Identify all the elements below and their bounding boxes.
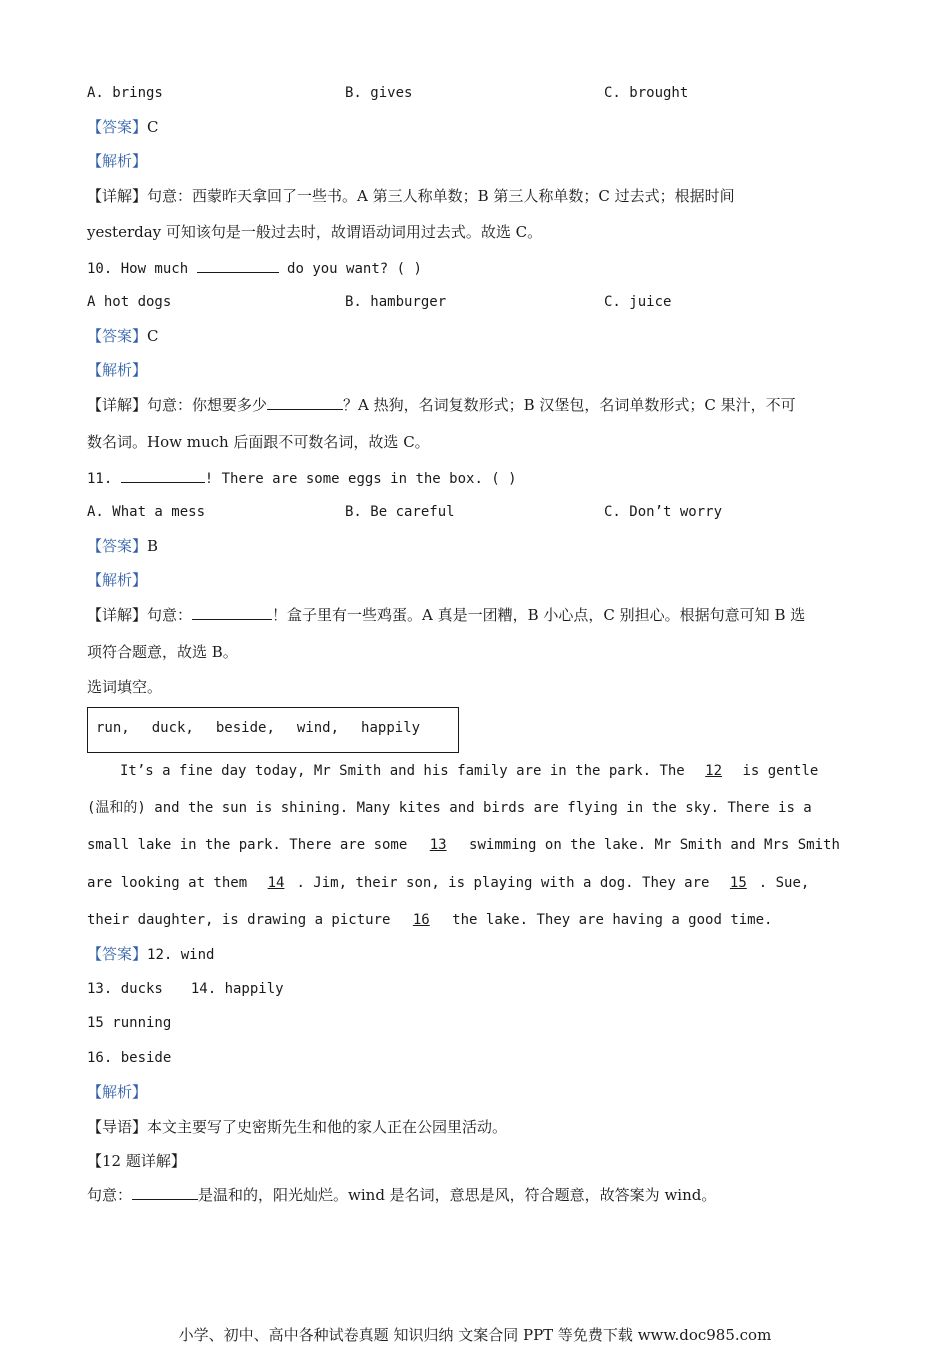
q11-detail-1: 【详解】句意： ！盒子里有一些鸡蛋。A 真是一团糟，B 小心点，C 别担心。根据句意可知 B 选 <box>87 606 806 624</box>
q11-analysis-tag: 【解析】 <box>87 571 148 589</box>
word-list <box>96 720 442 736</box>
q10-detail-1: 【详解】句意：你想要多少 ？A 热狗，名词复数形式；B 汉堡包，名词单数形式；C 果汁，不可 <box>87 396 796 414</box>
q10-option-b: B. hamburger <box>345 294 447 310</box>
q10-detail-2: 数名词。How much 后面跟不可数名词，故选 C。 <box>87 433 430 451</box>
cloze-analysis-tag: 【解析】 <box>87 1083 148 1101</box>
q11-option-a: A. What a mess <box>87 504 206 520</box>
blank-13: 13 <box>429 837 447 853</box>
q11-option-b: B. Be careful <box>345 504 455 520</box>
passage-line-3: small lake in the park. There are some 13 swimming on the lake. Mr Smith and Mrs Smith <box>87 837 840 853</box>
word-item: beside, <box>215 720 275 736</box>
q9-option-c: C. brought <box>604 85 689 101</box>
word-item: duck, <box>151 720 194 736</box>
word-box <box>87 707 459 753</box>
q12-detail-blank <box>132 1185 198 1200</box>
q10-blank <box>197 258 279 273</box>
word-item: wind, <box>296 720 340 736</box>
q9-detail-1: 【详解】句意：西蒙昨天拿回了一些书。A 第三人称单数；B 第三人称单数；C 过去式；根据时间 <box>87 187 735 205</box>
q11-stem: 11. ! There are some eggs in the box. ( ) <box>87 468 517 489</box>
cloze-answer: 【答案】12. wind <box>87 945 215 963</box>
passage-line-1: It’s a fine day today, Mr Smith and his family are in the park. The 12 is gentle <box>120 763 819 779</box>
blank-14: 14 <box>267 875 285 891</box>
cloze-instruction: 选词填空。 <box>87 678 163 696</box>
q11-option-c: C. Don’t worry <box>604 504 723 520</box>
q11-detail-blank <box>192 605 272 620</box>
cloze-guide: 【导语】本文主要写了史密斯先生和他的家人正在公园里活动。 <box>87 1118 508 1136</box>
q11-answer: 【答案】B <box>87 537 159 555</box>
blank-15: 15 <box>729 875 747 891</box>
q9-option-b: B. gives <box>345 85 413 101</box>
q9-analysis-tag: 【解析】 <box>87 152 148 170</box>
q10-answer: 【答案】C <box>87 327 159 345</box>
q10-option-a: A hot dogs <box>87 294 172 310</box>
blank-12: 12 <box>705 763 723 779</box>
blank-16: 16 <box>412 912 430 928</box>
passage-line-2: (温和的) and the sun is shining. Many kites and birds are flying in the sky. There is a <box>87 800 812 816</box>
q12-detail: 句意： 是温和的，阳光灿烂。wind 是名词，意思是风，符合题意，故答案为 wind。 <box>87 1186 717 1204</box>
cloze-answer-15: 15 running <box>87 1015 172 1031</box>
q10-stem: 10. How much do you want? ( ) <box>87 258 422 279</box>
passage-line-4: are looking at them 14 . Jim, their son, is playing with a dog. They are 15 . Sue, <box>87 875 810 891</box>
q11-blank <box>121 468 205 483</box>
q10-analysis-tag: 【解析】 <box>87 361 148 379</box>
q10-detail-blank <box>267 395 343 410</box>
passage-line-5: their daughter, is drawing a picture 16 the lake. They are having a good time. <box>87 912 773 928</box>
q9-option-a: A. brings <box>87 85 163 101</box>
q9-detail-2: yesterday 可知该句是一般过去时，故谓语动词用过去式。故选 C。 <box>87 223 543 241</box>
word-item: run, <box>96 720 130 736</box>
page-footer: 小学、初中、高中各种试卷真题 知识归纳 文案合同 PPT 等免费下载 www.doc985.com <box>178 1326 772 1344</box>
cloze-answer-16: 16. beside <box>87 1050 172 1066</box>
cloze-answer-13-14: 13. ducks 14. happily <box>87 981 284 997</box>
q10-option-c: C. juice <box>604 294 672 310</box>
q12-detail-tag: 【12 题详解】 <box>87 1152 186 1170</box>
q11-detail-2: 项符合题意，故选 B。 <box>87 643 238 661</box>
q9-answer: 【答案】C <box>87 118 159 136</box>
word-item: happily <box>361 720 421 736</box>
